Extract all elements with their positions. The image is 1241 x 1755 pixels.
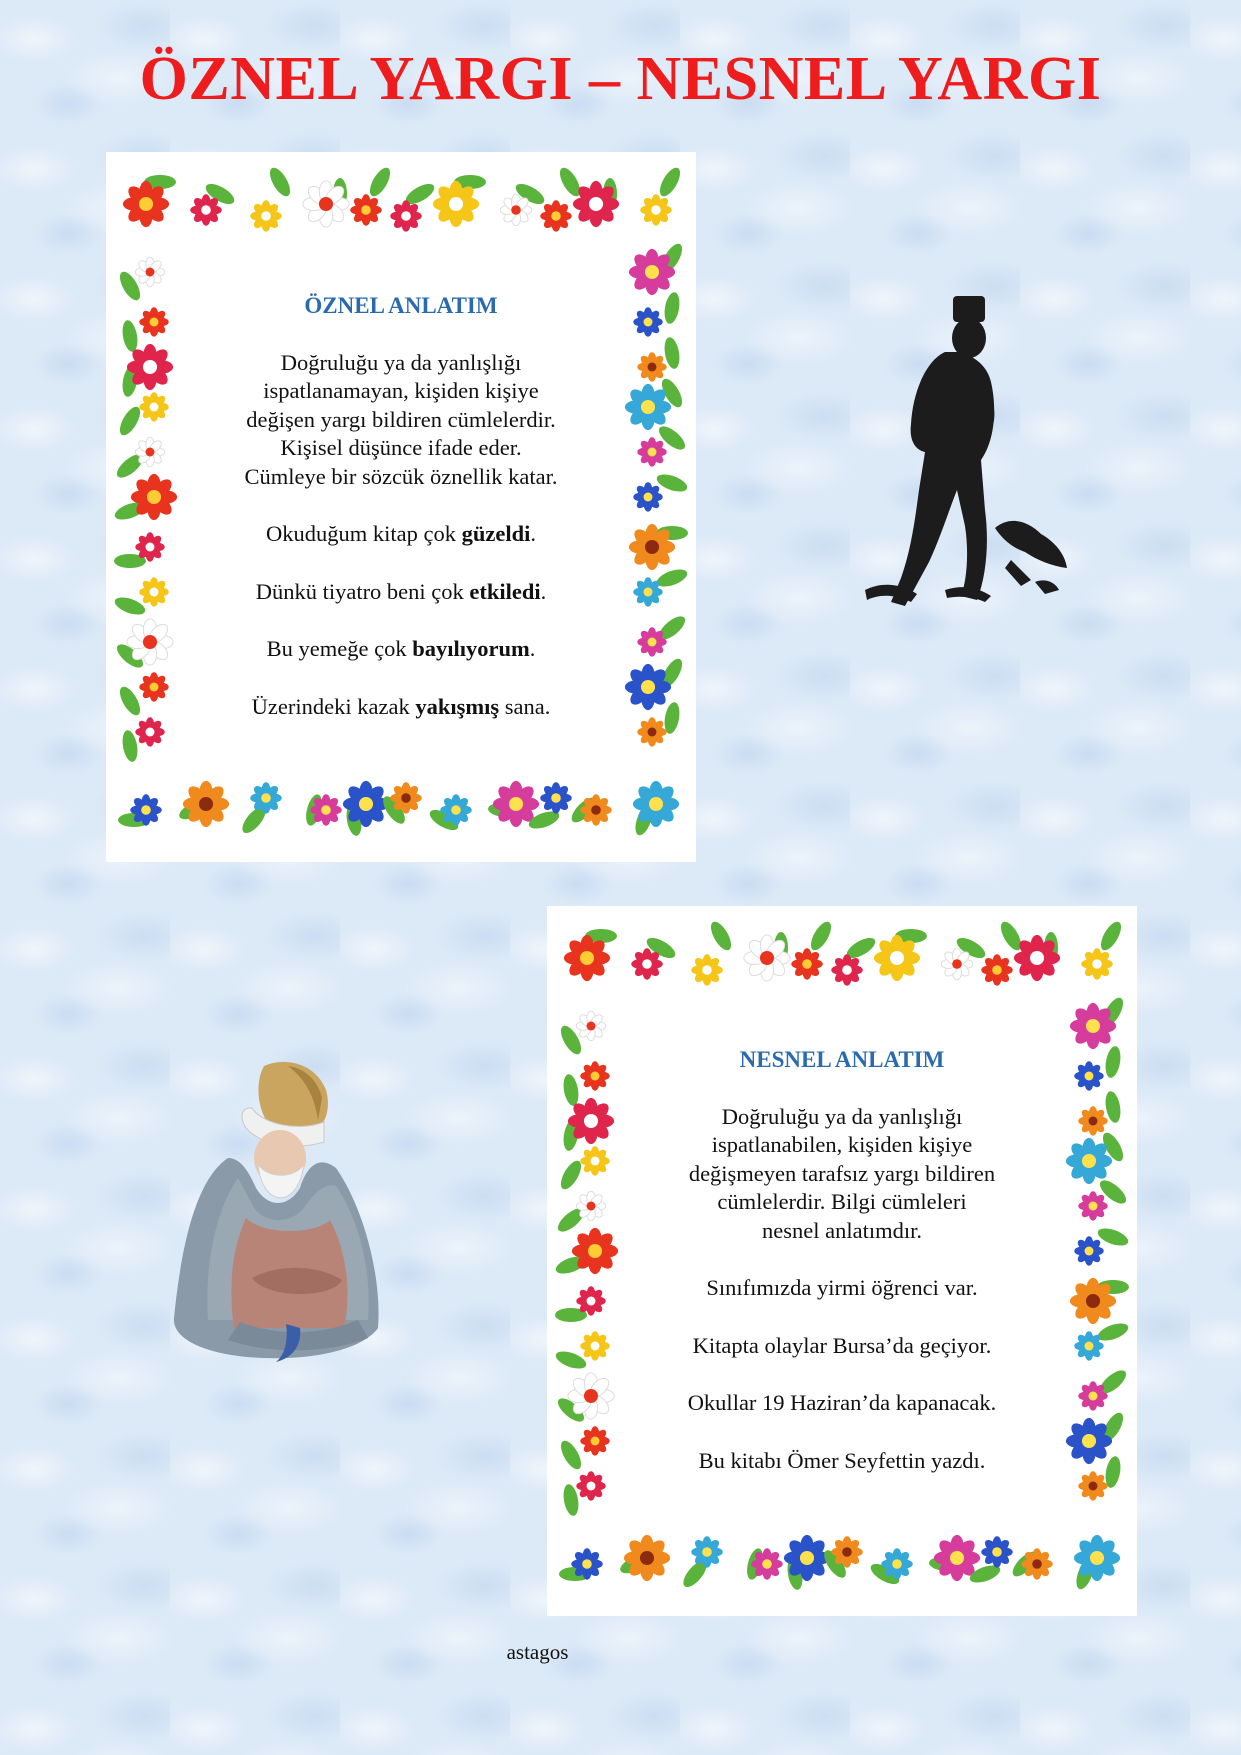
flower-icon — [1074, 1331, 1103, 1360]
flower-icon — [633, 482, 662, 511]
flower-icon — [571, 1548, 603, 1580]
flower-icon — [573, 181, 619, 227]
mevlana-figure-icon — [168, 1058, 388, 1368]
flower-icon — [540, 782, 572, 814]
flower-icon — [135, 532, 164, 561]
flower-icon — [874, 935, 920, 981]
nesnel-example: Bu kitabı Ömer Seyfettin yazdı. — [698, 1447, 986, 1473]
nesnel-desc-line: nesnel anlatımdır. — [762, 1217, 922, 1243]
nesnel-content — [657, 1046, 1027, 1475]
flower-icon — [941, 948, 973, 980]
oznel-desc-line: Kişisel düşünce ifade eder. — [280, 435, 522, 460]
flower-icon — [1078, 1191, 1107, 1220]
flower-icon — [1074, 1236, 1103, 1265]
flower-icon — [1074, 1061, 1103, 1090]
flower-icon — [633, 307, 662, 336]
flower-icon — [250, 782, 282, 814]
flower-icon — [130, 794, 162, 826]
flower-icon — [390, 782, 422, 814]
flower-icon — [139, 307, 168, 336]
example-text: Üzerindeki kazak — [251, 693, 416, 719]
flower-icon — [135, 437, 164, 466]
flower-icon — [183, 781, 229, 827]
flower-icon — [580, 1426, 609, 1455]
oznel-desc-line: Doğruluğu ya da yanlışlığı — [280, 349, 522, 375]
example-text: Okuduğum kitap çok — [266, 521, 462, 546]
flower-icon — [576, 1011, 605, 1040]
example-highlight: bayılıyorum — [412, 636, 530, 661]
example-highlight: etkiledi — [469, 578, 541, 604]
oznel-card — [106, 152, 696, 862]
oznel-example — [216, 520, 586, 549]
flower-icon — [981, 1536, 1013, 1568]
flower-icon — [631, 948, 663, 980]
flower-icon — [250, 200, 282, 232]
flower-icon — [139, 392, 168, 421]
example-text: . — [530, 521, 536, 546]
oznel-content — [216, 292, 586, 721]
flower-icon — [123, 181, 169, 227]
flower-icon — [791, 948, 823, 980]
flower-icon — [691, 954, 723, 986]
example-text: Dünkü tiyatro beni çok — [255, 578, 470, 604]
flower-icon — [580, 794, 612, 826]
flower-icon — [343, 781, 389, 827]
nesnel-card — [547, 906, 1137, 1616]
flower-icon — [390, 200, 422, 232]
flower-icon — [1021, 1548, 1053, 1580]
nesnel-desc-line: Doğruluğu ya da yanlışlığı — [721, 1103, 963, 1129]
page-title: ÖZNEL YARGI – NESNEL YARGI — [139, 45, 1102, 113]
oznel-desc-line: Cümleye bir sözcük öznellik katar. — [244, 463, 558, 489]
flower-icon — [139, 577, 168, 606]
flower-icon — [831, 1536, 863, 1568]
nesnel-heading: NESNEL ANLATIM — [739, 1047, 945, 1072]
flower-icon — [1078, 1381, 1107, 1410]
flower-icon — [568, 1098, 614, 1144]
oznel-example — [216, 635, 586, 664]
flower-icon — [568, 1373, 614, 1419]
flower-icon — [135, 717, 164, 746]
flower-icon — [881, 1548, 913, 1580]
nesnel-desc-line: ispatlanabilen, kişiden kişiye — [711, 1132, 973, 1157]
example-text: . — [540, 578, 547, 604]
nesnel-desc-line: değişmeyen tarafsız yargı bildiren — [688, 1160, 996, 1186]
example-text: sana. — [499, 693, 551, 719]
flower-icon — [751, 1548, 783, 1580]
example-highlight: güzeldi — [461, 521, 531, 546]
flower-icon — [637, 627, 666, 656]
oznel-heading: ÖZNEL ANLATIM — [304, 293, 498, 318]
flower-icon — [139, 672, 168, 701]
flower-icon — [629, 524, 675, 570]
nesnel-example: Sınıfımızda yirmi öğrenci var. — [706, 1275, 978, 1300]
oznel-description — [216, 349, 586, 492]
flower-icon — [744, 935, 790, 981]
flower-icon — [350, 194, 382, 226]
flower-icon — [576, 1191, 605, 1220]
flower-icon — [190, 194, 222, 226]
flower-icon — [131, 474, 177, 520]
flower-icon — [1081, 948, 1113, 980]
flower-icon — [540, 200, 572, 232]
oznel-desc-line: ispatlanamayan, kişiden kişiye — [263, 378, 539, 403]
flower-icon — [580, 1331, 609, 1360]
flower-icon — [572, 1228, 618, 1274]
flower-icon — [127, 344, 173, 390]
flower-icon — [637, 437, 666, 466]
flower-icon — [500, 194, 532, 226]
flower-icon — [440, 794, 472, 826]
flower-icon — [640, 194, 672, 226]
flower-icon — [1074, 1535, 1120, 1581]
oznel-desc-line: değişen yargı bildiren cümlelerdir. — [246, 406, 556, 432]
flower-icon — [637, 717, 666, 746]
walking-man-silhouette-icon — [845, 290, 1075, 620]
oznel-example — [216, 693, 586, 722]
flower-icon — [784, 1535, 830, 1581]
flower-icon — [576, 1471, 605, 1500]
flower-icon — [1066, 1138, 1112, 1184]
flower-icon — [433, 181, 479, 227]
flower-icon — [1078, 1471, 1107, 1500]
flower-icon — [691, 1536, 723, 1568]
flower-icon — [624, 1535, 670, 1581]
nesnel-description — [657, 1103, 1027, 1246]
flower-icon — [1066, 1418, 1112, 1464]
flower-icon — [831, 954, 863, 986]
example-text: Bu yemeğe çok — [266, 636, 413, 661]
flower-icon — [127, 619, 173, 665]
flower-icon — [135, 257, 164, 286]
flower-icon — [580, 1061, 609, 1090]
flower-icon — [1014, 935, 1060, 981]
flower-icon — [310, 794, 342, 826]
example-text: . — [529, 636, 536, 661]
flower-icon — [633, 577, 662, 606]
nesnel-example: Kitapta olaylar Bursa’da geçiyor. — [692, 1332, 992, 1358]
flower-icon — [625, 664, 671, 710]
flower-icon — [1070, 1278, 1116, 1324]
nesnel-example: Okullar 19 Haziran’da kapanacak. — [687, 1390, 997, 1415]
flower-icon — [633, 781, 679, 827]
flower-icon — [981, 954, 1013, 986]
flower-icon — [564, 935, 610, 981]
flower-icon — [576, 1286, 605, 1315]
flower-icon — [580, 1146, 609, 1175]
footer-credit: astagos — [506, 1640, 569, 1664]
flower-icon — [1070, 1003, 1116, 1049]
nesnel-desc-line: cümlelerdir. Bilgi cümleleri — [717, 1189, 967, 1214]
flower-icon — [637, 352, 666, 381]
flower-icon — [1078, 1106, 1107, 1135]
flower-icon — [303, 181, 349, 227]
flower-icon — [625, 384, 671, 430]
flower-icon — [629, 249, 675, 295]
oznel-example — [216, 578, 586, 607]
example-highlight: yakışmış — [415, 693, 500, 719]
